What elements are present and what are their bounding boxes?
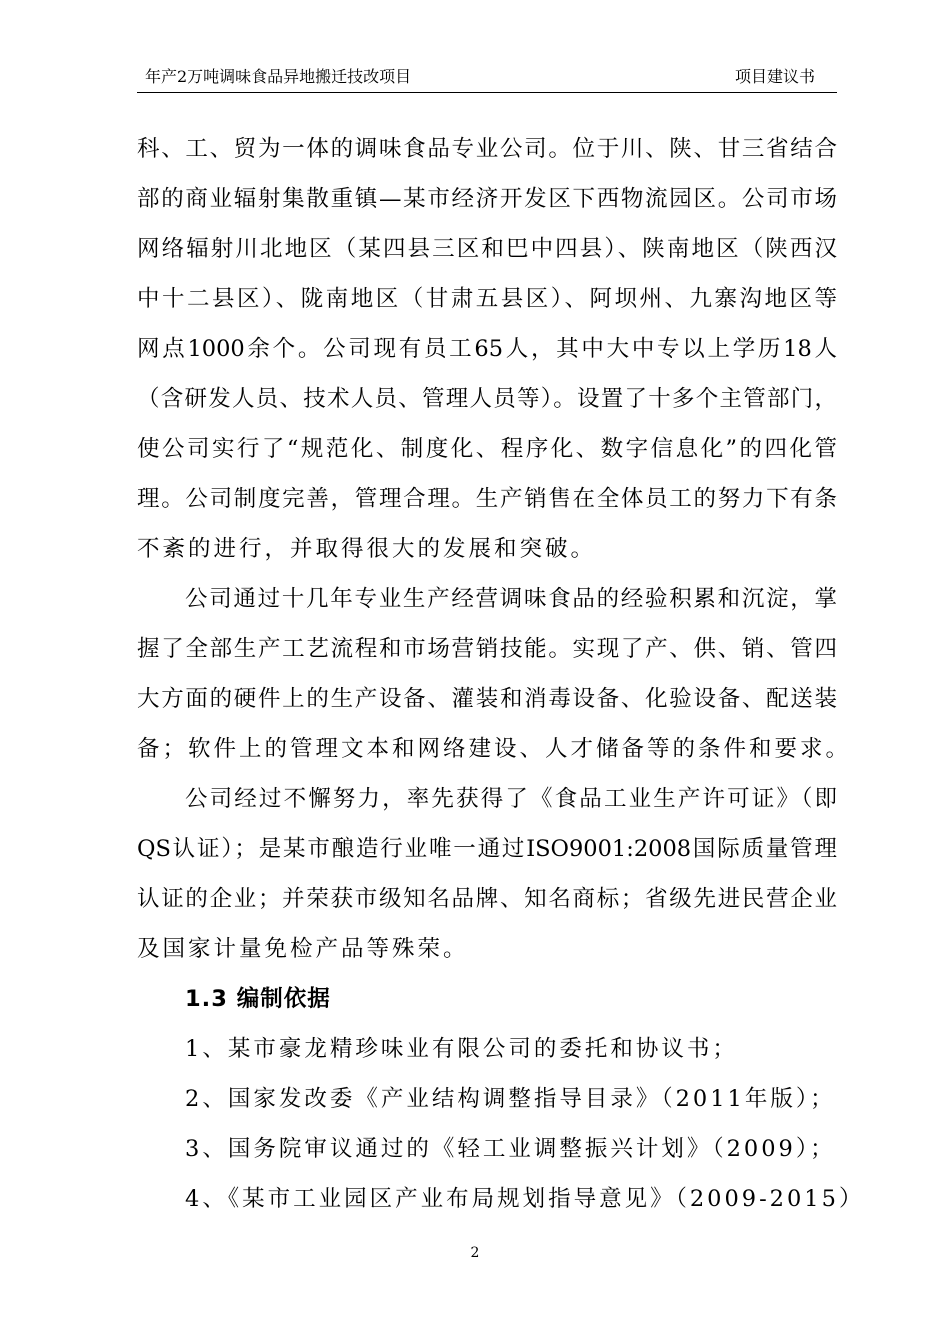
paragraph-line: 握了全部生产工艺流程和市场营销技能。实现了产、供、销、管四 [137, 636, 837, 662]
paragraph-line: 理。公司制度完善，管理合理。生产销售在全体员工的努力下有条 [137, 486, 837, 512]
paragraph-line: 不紊的进行，并取得很大的发展和突破。 [137, 536, 597, 562]
body-text [137, 124, 865, 1224]
header-doc-type: 项目建议书 [734, 67, 815, 86]
paragraph-line: 使公司实行了“规范化、制度化、程序化、数字信息化”的四化管 [137, 436, 837, 462]
list-item: 2、国家发改委《产业结构调整指导目录》（2011年版）； [185, 1086, 836, 1112]
paragraph-line: 公司经过不懈努力，率先获得了《食品工业生产许可证》（即 [185, 786, 837, 812]
list-item: 3、国务院审议通过的《轻工业调整振兴计划》（2009）； [185, 1136, 836, 1162]
list-item: 1、某市豪龙精珍味业有限公司的委托和协议书； [185, 1036, 738, 1062]
section-heading: 1.3 编制依据 [185, 986, 331, 1012]
list-item: 4、《某市工业园区产业布局规划指导意见》（2009-2015） [185, 1186, 865, 1212]
paragraph-line: 网络辐射川北地区（某四县三区和巴中四县）、陕南地区（陕西汉 [137, 236, 837, 262]
paragraph-line: 中十二县区）、陇南地区（甘肃五县区）、阿坝州、九寨沟地区等 [137, 286, 837, 312]
paragraph-line: 部的商业辐射集散重镇—某市经济开发区下西物流园区。公司市场 [137, 186, 837, 212]
page-header [137, 66, 837, 93]
paragraph-line: QS认证）；是某市酿造行业唯一通过ISO9001:2008国际质量管理 [137, 836, 837, 862]
paragraph-line: 及国家计量免检产品等殊荣。 [137, 936, 469, 962]
paragraph-line: 认证的企业；并荣获市级知名品牌、知名商标；省级先进民营企业 [137, 886, 837, 912]
paragraph-line: 网点1000余个。公司现有员工65人，其中大中专以上学历18人 [137, 336, 837, 362]
header-project-title: 年产2万吨调味食品异地搬迁技改项目 [145, 67, 412, 86]
paragraph-line: 备；软件上的管理文本和网络建设、人才储备等的条件和要求。 [137, 736, 852, 762]
page-number: 2 [470, 1245, 480, 1261]
paragraph-line: 大方面的硬件上的生产设备、灌装和消毒设备、化验设备、配送装 [137, 686, 837, 712]
paragraph-line: 科、工、贸为一体的调味食品专业公司。位于川、陕、甘三省结合 [137, 136, 837, 162]
paragraph-line: 公司通过十几年专业生产经营调味食品的经验积累和沉淀，掌 [185, 586, 837, 612]
paragraph-line: （含研发人员、技术人员、管理人员等）。设置了十多个主管部门， [137, 386, 837, 412]
